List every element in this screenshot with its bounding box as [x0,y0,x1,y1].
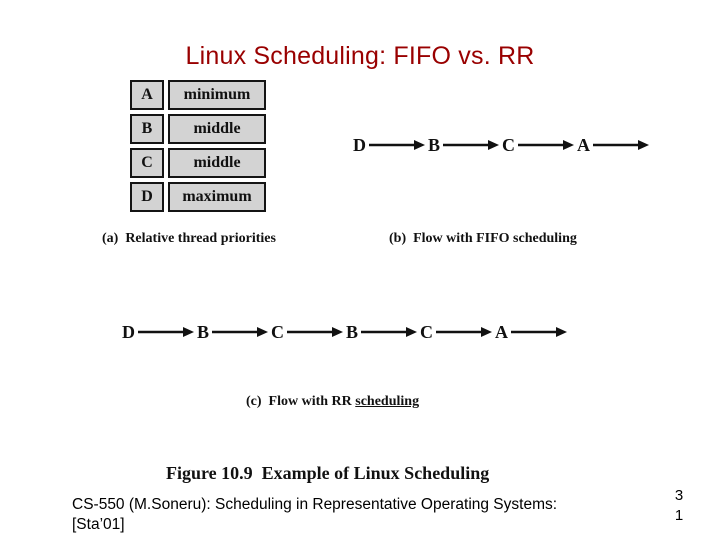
table-row [130,114,266,144]
footer-line1: CS-550 (M.Soneru): Scheduling in Representative Operating Systems: [72,496,558,513]
caption-c-underlined: scheduling [355,394,420,409]
flow-thread-label: B [197,322,210,342]
thread-cell: B [130,114,164,144]
thread-cell: C [130,148,164,178]
flow-thread-label: A [577,135,591,155]
flow-thread-label: C [271,322,285,342]
priority-cell: minimum [168,80,266,110]
right-arrow-icon [517,139,575,151]
right-arrow-icon [368,139,426,151]
slide-number [666,486,692,526]
slide-number-digit: 3 [674,487,684,504]
flow-thread-label: D [353,135,366,155]
table-row [130,182,266,212]
caption-a: (a) Relative thread priorities [102,231,276,246]
fifo-flow-diagram [352,134,651,156]
flow-thread-label: C [420,322,434,342]
flow-thread-label: C [502,135,516,155]
caption-c-text: (c) Flow with RR [246,394,356,409]
priority-cell: maximum [168,182,266,212]
slide-title: Linux Scheduling: FIFO vs. RR [185,42,535,70]
thread-cell: D [130,182,164,212]
right-arrow-icon [360,326,418,338]
caption-b: (b) Flow with FIFO scheduling [389,231,577,246]
slide-number-digit: 1 [674,507,684,524]
footer [72,495,647,535]
priority-cell: middle [168,148,266,178]
right-arrow-icon [592,139,650,151]
table-row [130,148,266,178]
thread-cell: A [130,80,164,110]
flow-thread-label: D [122,322,135,342]
table-row [130,80,266,110]
rr-flow-diagram [121,321,569,343]
flow-thread-label: A [495,322,509,342]
figure-caption: Figure 10.9 Example of Linux Scheduling [166,463,490,483]
priority-cell: middle [168,114,266,144]
right-arrow-icon [137,326,195,338]
flow-thread-label: B [346,322,359,342]
thread-priority-table [130,80,266,216]
footer-line2: [Sta’01] [72,516,125,533]
right-arrow-icon [510,326,568,338]
caption-c [246,394,419,410]
right-arrow-icon [211,326,269,338]
right-arrow-icon [286,326,344,338]
flow-thread-label: B [428,135,441,155]
right-arrow-icon [435,326,493,338]
right-arrow-icon [442,139,500,151]
